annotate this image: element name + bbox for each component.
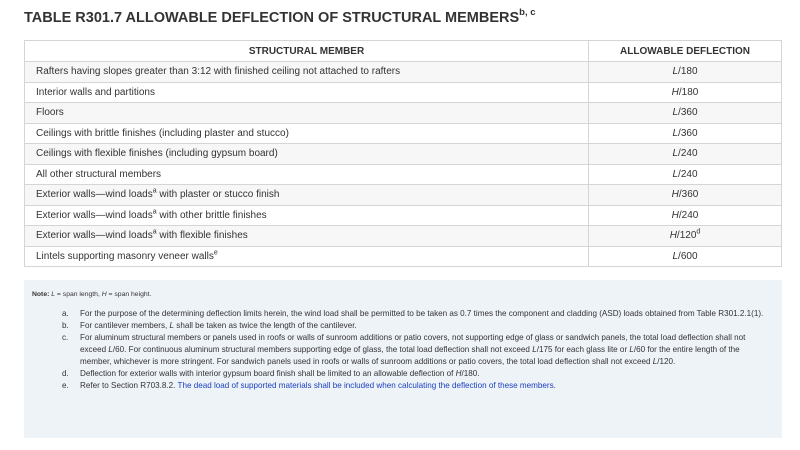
- footnote-e: e. Refer to Section R703.8.2. The dead load of supported materials shall be included when calculating the deflection of these members.: [62, 381, 556, 390]
- deflection-cell: L/180: [589, 62, 782, 83]
- title-footnote-marks: b, c: [519, 7, 536, 19]
- deflection-cell: H/180: [589, 82, 782, 103]
- member-cell: Exterior walls—wind loads$^a$ with other brittle finishes: [25, 205, 589, 226]
- member-cell: Ceilings with flexible finishes (including gypsum board): [25, 144, 589, 165]
- table-row: [25, 164, 782, 185]
- table-row: [25, 144, 782, 165]
- table-row: [25, 103, 782, 124]
- notes-panel: [24, 280, 782, 438]
- member-cell: Floors: [25, 103, 589, 124]
- footnote-c: c. For aluminum structural members or panels used in roofs or walls of sunroom additions or patio covers, not supporting edge of glass or sandwich panels, the total load deflection shall not exceed L/60. For continuous aluminum structural members supporting edge of glass, the total load deflection shall not exceed L/175 for each glass lite or L/60 for the entire length of the member, whichever is more stringent. For sandwich panels used in roofs or walls of sunroom additions or patio covers, the total load deflection shall not exceed L/120.: [62, 333, 746, 366]
- deflection-cell: L/360: [589, 123, 782, 144]
- footnote-list: [62, 308, 770, 392]
- member-cell: Exterior walls—wind loads$^a$ with flexible finishes: [25, 226, 589, 247]
- table-row: [25, 82, 782, 103]
- col-header-member: STRUCTURAL MEMBER: [25, 41, 589, 62]
- highlighted-note-text: The dead load of supported materials shall be included when calculating the deflection of these members.: [177, 381, 556, 390]
- footnote-mark: d: [696, 228, 701, 236]
- note-label: Note: L = span length, H = span height.: [32, 291, 152, 298]
- table-row: [25, 246, 782, 267]
- member-cell: Lintels supporting masonry veneer walls$^e$: [25, 246, 589, 267]
- deflection-cell: H/120$^d$: [589, 226, 782, 247]
- deflection-cell: L/240: [589, 164, 782, 185]
- footnote-a: a. For the purpose of the determining deflection limits herein, the wind load shall be permitted to be taken as 0.7 times the component and cladding (ASD) loads obtained from Table R301.2.1(1).: [62, 309, 764, 318]
- member-cell: Ceilings with brittle finishes (including plaster and stucco): [25, 123, 589, 144]
- footnote-d: d. Deflection for exterior walls with interior gypsum board finish shall be limited to an allowable deflection of H/180.: [62, 369, 480, 378]
- deflection-cell: L/240: [589, 144, 782, 165]
- footnote-b: b. For cantilever members, L shall be taken as twice the length of the cantilever.: [62, 321, 357, 330]
- header-row: [25, 41, 782, 62]
- deflection-cell: H/240: [589, 205, 782, 226]
- col-header-deflection: ALLOWABLE DEFLECTION: [589, 41, 782, 62]
- deflection-cell: L/360: [589, 103, 782, 124]
- member-cell: Exterior walls—wind loads$^a$ with plaster or stucco finish: [25, 185, 589, 206]
- table-row: [25, 205, 782, 226]
- member-cell: Interior walls and partitions: [25, 82, 589, 103]
- table-row: [25, 123, 782, 144]
- member-cell: All other structural members: [25, 164, 589, 185]
- table-row: [25, 185, 782, 206]
- table-row: [25, 62, 782, 83]
- deflection-table: [24, 40, 782, 267]
- deflection-cell: L/600: [589, 246, 782, 267]
- table-title: TABLE R301.7 ALLOWABLE DEFLECTION OF STRUCTURAL MEMBERS$^{b, c}$: [24, 7, 536, 26]
- table-row: [25, 226, 782, 247]
- deflection-cell: H/360: [589, 185, 782, 206]
- member-cell: Rafters having slopes greater than 3:12 with finished ceiling not attached to rafters: [25, 62, 589, 83]
